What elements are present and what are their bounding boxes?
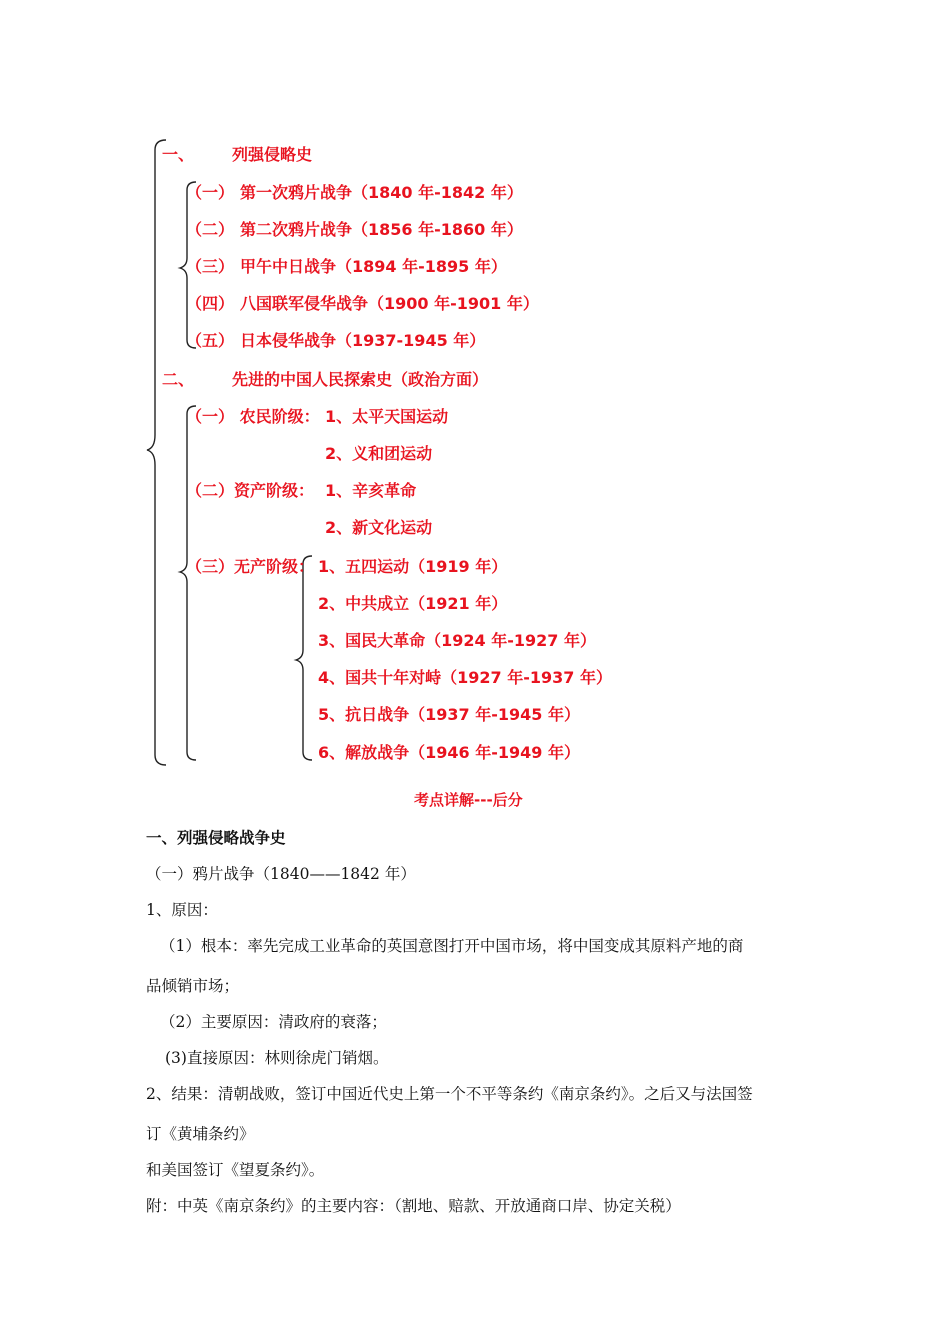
bourgeois-item-1: 1、辛亥革命 bbox=[325, 481, 417, 500]
item-text: 第一次鸦片战争（1840 年-1842 年） bbox=[240, 183, 523, 202]
peasant-class-label: （一） 农民阶级： bbox=[186, 407, 320, 426]
section2-number: 二、 bbox=[162, 370, 195, 389]
appendix-line: 附：中英《南京条约》的主要内容：（割地、赔款、开放通商口岸、协定关税） bbox=[146, 1197, 681, 1215]
item-text: 八国联军侵华战争（1900 年-1901 年） bbox=[240, 294, 539, 313]
cause-1-line-1: （1）根本：率先完成工业革命的英国意图打开中国市场，将中国变成其原料产地的商 bbox=[160, 937, 744, 955]
proletariat-item-6: 6、解放战争（1946 年-1949 年） bbox=[318, 743, 580, 762]
main-brace bbox=[147, 140, 166, 765]
cause-1-line-2: 品倾销市场； bbox=[146, 977, 240, 995]
brace-exploration bbox=[180, 406, 196, 760]
bourgeois-item-2: 2、新文化运动 bbox=[325, 518, 433, 537]
cause-3: (3)直接原因：林则徐虎门销烟。 bbox=[165, 1049, 389, 1067]
proletariat-item-5: 5、抗日战争（1937 年-1945 年） bbox=[318, 705, 580, 724]
bourgeois-class-label: （二）资产阶级： bbox=[186, 481, 315, 500]
section1-number: 一、 bbox=[162, 145, 195, 164]
cause-2: （2）主要原因：清政府的衰落； bbox=[160, 1013, 387, 1031]
item-number: （一） bbox=[186, 183, 235, 202]
section1-title: 列强侵略史 bbox=[232, 145, 313, 164]
item-text: 甲午中日战争（1894 年-1895 年） bbox=[240, 257, 507, 276]
cause-label: 1、原因： bbox=[146, 901, 218, 919]
brace-proletariat bbox=[296, 556, 312, 760]
item-text: 第二次鸦片战争（1856 年-1860 年） bbox=[240, 220, 523, 239]
result-line-1: 2、结果：清朝战败，签订中国近代史上第一个不平等条约《南京条约》。之后又与法国签 bbox=[146, 1085, 753, 1103]
detail-heading: 一、列强侵略战争史 bbox=[146, 829, 286, 847]
proletariat-class-label: （三）无产阶级： bbox=[186, 557, 315, 576]
proletariat-item-3: 3、国民大革命（1924 年-1927 年） bbox=[318, 631, 596, 650]
detail-section-title: 考点详解---后分 bbox=[414, 791, 523, 809]
result-line-3: 和美国签订《望夏条约》。 bbox=[146, 1161, 325, 1179]
detail-subheading: （一）鸦片战争（1840——1842 年） bbox=[146, 865, 416, 883]
item-number: （四） bbox=[186, 294, 235, 313]
peasant-item-1: 1、太平天国运动 bbox=[325, 407, 449, 426]
section2-title: 先进的中国人民探索史（政治方面） bbox=[232, 370, 489, 389]
item-number: （三） bbox=[186, 257, 235, 276]
proletariat-item-4: 4、国共十年对峙（1927 年-1937 年） bbox=[318, 668, 612, 687]
proletariat-item-1: 1、五四运动（1919 年） bbox=[318, 557, 508, 576]
item-number: （五） bbox=[186, 331, 235, 350]
result-line-2: 订《黄埔条约》 bbox=[146, 1125, 255, 1143]
item-number: （二） bbox=[186, 220, 235, 239]
peasant-item-2: 2、义和团运动 bbox=[325, 444, 433, 463]
item-text: 日本侵华战争（1937-1945 年） bbox=[240, 331, 486, 350]
proletariat-item-2: 2、中共成立（1921 年） bbox=[318, 594, 508, 613]
